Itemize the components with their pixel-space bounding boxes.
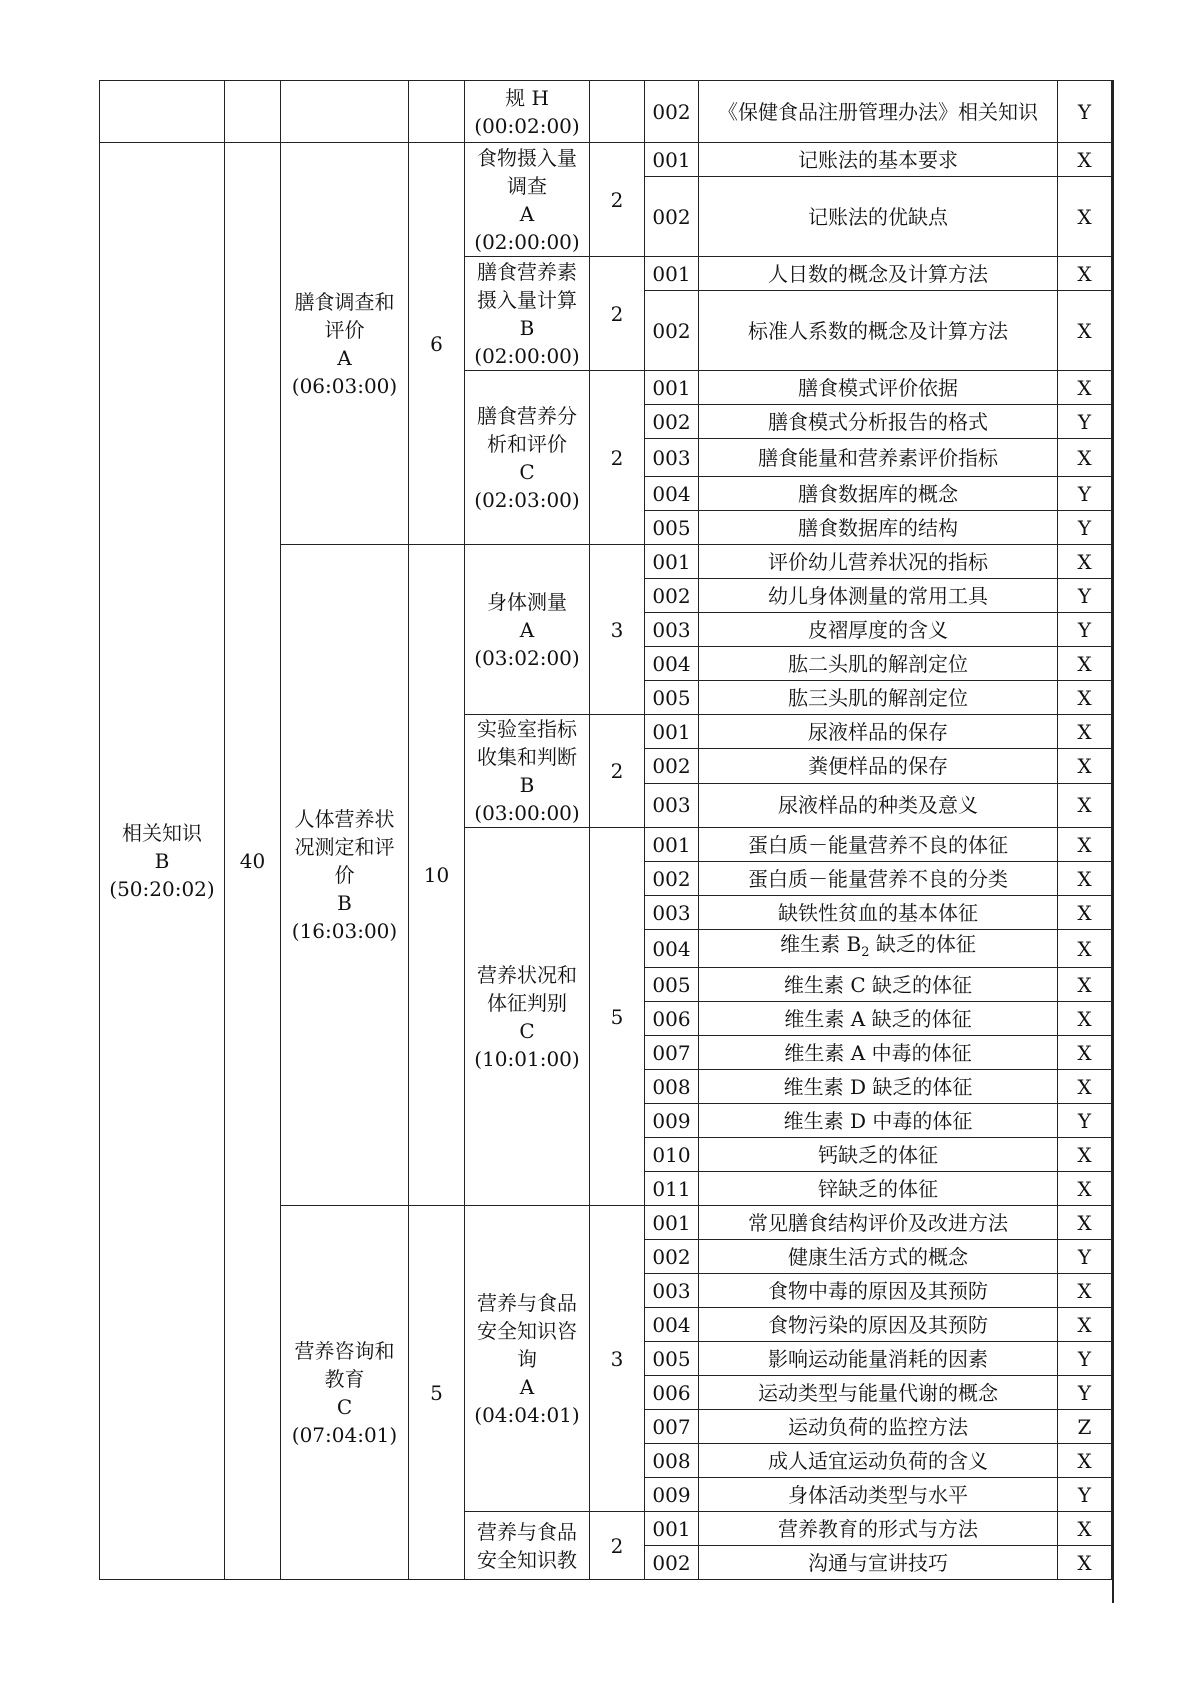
group-weight: 10 — [409, 545, 465, 1206]
item-level: X — [1058, 371, 1112, 405]
item-name: 常见膳食结构评价及改进方法 — [699, 1206, 1058, 1240]
item-code: 007 — [645, 1036, 699, 1070]
item-level: X — [1058, 1546, 1112, 1580]
item-code: 002 — [645, 579, 699, 613]
table-row — [100, 143, 1112, 177]
item-name: 维生素 D 中毒的体征 — [699, 1104, 1058, 1138]
item-level: Y — [1058, 1478, 1112, 1512]
item-name-suffix: 缺乏的体征 — [869, 932, 976, 956]
item-name: 幼儿身体测量的常用工具 — [699, 579, 1058, 613]
item-code: 007 — [645, 1410, 699, 1444]
item-level: Y — [1058, 81, 1112, 143]
item-code: 001 — [645, 1206, 699, 1240]
item-name: 评价幼儿营养状况的指标 — [699, 545, 1058, 579]
unit-weight: 3 — [590, 1206, 645, 1512]
item-code: 002 — [645, 177, 699, 257]
item-level: X — [1058, 1036, 1112, 1070]
item-code: 001 — [645, 1512, 699, 1546]
table-body — [100, 81, 1112, 1580]
item-level: X — [1058, 681, 1112, 715]
unit-label: 食物摄入量 调查 A (02:00:00) — [465, 143, 590, 257]
item-level: X — [1058, 749, 1112, 783]
item-name: 钙缺乏的体征 — [699, 1138, 1058, 1172]
section-weight-empty — [225, 81, 281, 143]
item-level: X — [1058, 715, 1112, 749]
item-code: 010 — [645, 1138, 699, 1172]
item-name: 蛋白质－能量营养不良的体征 — [699, 828, 1058, 862]
item-name: 尿液样品的保存 — [699, 715, 1058, 749]
item-name: 膳食能量和营养素评价指标 — [699, 439, 1058, 477]
item-code: 009 — [645, 1104, 699, 1138]
item-level: X — [1058, 1274, 1112, 1308]
item-level: X — [1058, 1002, 1112, 1036]
item-code: 003 — [645, 896, 699, 930]
item-code: 011 — [645, 1172, 699, 1206]
item-code: 005 — [645, 968, 699, 1002]
item-level: X — [1058, 896, 1112, 930]
item-name: 肱三头肌的解剖定位 — [699, 681, 1058, 715]
item-name: 人日数的概念及计算方法 — [699, 257, 1058, 291]
item-name: 维生素 A 缺乏的体征 — [699, 1002, 1058, 1036]
item-name: 膳食模式分析报告的格式 — [699, 405, 1058, 439]
item-code: 002 — [645, 405, 699, 439]
unit-weight: 2 — [590, 371, 645, 545]
unit-label: 身体测量 A (03:02:00) — [465, 545, 590, 715]
item-code: 003 — [645, 783, 699, 827]
item-code: 002 — [645, 291, 699, 371]
item-level: X — [1058, 1444, 1112, 1478]
knowledge-table — [99, 80, 1112, 1580]
item-name: 运动类型与能量代谢的概念 — [699, 1376, 1058, 1410]
outer-border — [1112, 80, 1114, 1603]
unit-label: 营养与食品 安全知识咨 询 A (04:04:01) — [465, 1206, 590, 1512]
item-name: 食物污染的原因及其预防 — [699, 1308, 1058, 1342]
item-name: 营养教育的形式与方法 — [699, 1512, 1058, 1546]
item-level: X — [1058, 143, 1112, 177]
item-level: X — [1058, 545, 1112, 579]
item-name: 记账法的优缺点 — [699, 177, 1058, 257]
item-level: X — [1058, 1308, 1112, 1342]
item-code: 006 — [645, 1002, 699, 1036]
item-code: 001 — [645, 143, 699, 177]
item-name: 肱二头肌的解剖定位 — [699, 647, 1058, 681]
item-name: 成人适宜运动负荷的含义 — [699, 1444, 1058, 1478]
item-name: 健康生活方式的概念 — [699, 1240, 1058, 1274]
item-level: Y — [1058, 1104, 1112, 1138]
item-code: 003 — [645, 439, 699, 477]
item-code: 001 — [645, 828, 699, 862]
item-level: X — [1058, 647, 1112, 681]
item-name: 尿液样品的种类及意义 — [699, 783, 1058, 827]
item-level: Y — [1058, 579, 1112, 613]
unit-weight: 5 — [590, 828, 645, 1206]
group-weight: 6 — [409, 143, 465, 545]
item-level: Z — [1058, 1410, 1112, 1444]
item-code: 004 — [645, 1308, 699, 1342]
item-code: 005 — [645, 681, 699, 715]
item-code: 005 — [645, 1342, 699, 1376]
item-name: 身体活动类型与水平 — [699, 1478, 1058, 1512]
group-cell-empty — [281, 81, 409, 143]
item-code: 004 — [645, 477, 699, 511]
unit-label: 实验室指标 收集和判断 B (03:00:00) — [465, 715, 590, 828]
group-label: 人体营养状 况测定和评 价 B (16:03:00) — [281, 545, 409, 1206]
item-name-text: 维生素 B — [780, 932, 862, 956]
item-name: 维生素 A 中毒的体征 — [699, 1036, 1058, 1070]
item-level: X — [1058, 1138, 1112, 1172]
unit-label: 膳食营养分 析和评价 C (02:03:00) — [465, 371, 590, 545]
item-level: Y — [1058, 405, 1112, 439]
unit-weight: 2 — [590, 257, 645, 371]
item-level: Y — [1058, 1376, 1112, 1410]
item-name — [699, 930, 1058, 968]
item-code: 004 — [645, 930, 699, 968]
item-level: X — [1058, 439, 1112, 477]
item-name: 膳食模式评价依据 — [699, 371, 1058, 405]
item-name: 膳食数据库的概念 — [699, 477, 1058, 511]
item-code: 002 — [645, 81, 699, 143]
item-level: Y — [1058, 511, 1112, 545]
item-level: X — [1058, 1512, 1112, 1546]
item-code: 001 — [645, 257, 699, 291]
table-row — [100, 81, 1112, 143]
item-name-subscript: 2 — [861, 945, 870, 960]
unit-weight-empty — [590, 81, 645, 143]
item-level: X — [1058, 1206, 1112, 1240]
section-cell-empty — [100, 81, 225, 143]
item-name: 标准人系数的概念及计算方法 — [699, 291, 1058, 371]
item-name: 膳食数据库的结构 — [699, 511, 1058, 545]
section-label: 相关知识 B (50:20:02) — [100, 143, 225, 1580]
item-name: 锌缺乏的体征 — [699, 1172, 1058, 1206]
item-level: X — [1058, 862, 1112, 896]
group-weight: 5 — [409, 1206, 465, 1580]
item-level: X — [1058, 177, 1112, 257]
item-level: X — [1058, 783, 1112, 827]
unit-weight: 2 — [590, 1512, 645, 1580]
item-name: 运动负荷的监控方法 — [699, 1410, 1058, 1444]
item-code: 001 — [645, 715, 699, 749]
item-name: 食物中毒的原因及其预防 — [699, 1274, 1058, 1308]
item-code: 003 — [645, 613, 699, 647]
item-name: 沟通与宣讲技巧 — [699, 1546, 1058, 1580]
item-code: 002 — [645, 862, 699, 896]
unit-label: 营养状况和 体征判别 C (10:01:00) — [465, 828, 590, 1206]
item-level: Y — [1058, 1240, 1112, 1274]
item-level: Y — [1058, 477, 1112, 511]
item-code: 001 — [645, 371, 699, 405]
item-code: 005 — [645, 511, 699, 545]
item-code: 004 — [645, 647, 699, 681]
item-code: 008 — [645, 1444, 699, 1478]
unit-label: 营养与食品 安全知识教 — [465, 1512, 590, 1580]
unit-label: 规 H (00:02:00) — [465, 81, 590, 143]
item-name: 影响运动能量消耗的因素 — [699, 1342, 1058, 1376]
unit-weight: 2 — [590, 715, 645, 828]
item-name: 皮褶厚度的含义 — [699, 613, 1058, 647]
unit-label: 膳食营养素 摄入量计算 B (02:00:00) — [465, 257, 590, 371]
unit-weight: 3 — [590, 545, 645, 715]
group-label: 营养咨询和 教育 C (07:04:01) — [281, 1206, 409, 1580]
item-name: 记账法的基本要求 — [699, 143, 1058, 177]
item-name: 《保健食品注册管理办法》相关知识 — [699, 81, 1058, 143]
item-code: 001 — [645, 545, 699, 579]
group-label: 膳食调查和 评价 A (06:03:00) — [281, 143, 409, 545]
item-code: 002 — [645, 749, 699, 783]
group-weight-empty — [409, 81, 465, 143]
item-level: X — [1058, 257, 1112, 291]
item-level: X — [1058, 930, 1112, 968]
item-code: 009 — [645, 1478, 699, 1512]
item-level: Y — [1058, 613, 1112, 647]
item-name: 蛋白质－能量营养不良的分类 — [699, 862, 1058, 896]
item-level: X — [1058, 1070, 1112, 1104]
section-weight: 40 — [225, 143, 281, 1580]
item-name: 粪便样品的保存 — [699, 749, 1058, 783]
item-code: 002 — [645, 1240, 699, 1274]
item-name: 缺铁性贫血的基本体征 — [699, 896, 1058, 930]
item-code: 008 — [645, 1070, 699, 1104]
item-level: X — [1058, 291, 1112, 371]
item-level: X — [1058, 828, 1112, 862]
item-code: 003 — [645, 1274, 699, 1308]
item-code: 006 — [645, 1376, 699, 1410]
item-name: 维生素 C 缺乏的体征 — [699, 968, 1058, 1002]
item-level: Y — [1058, 1342, 1112, 1376]
item-code: 002 — [645, 1546, 699, 1580]
item-level: X — [1058, 1172, 1112, 1206]
item-name: 维生素 D 缺乏的体征 — [699, 1070, 1058, 1104]
unit-weight: 2 — [590, 143, 645, 257]
item-level: X — [1058, 968, 1112, 1002]
